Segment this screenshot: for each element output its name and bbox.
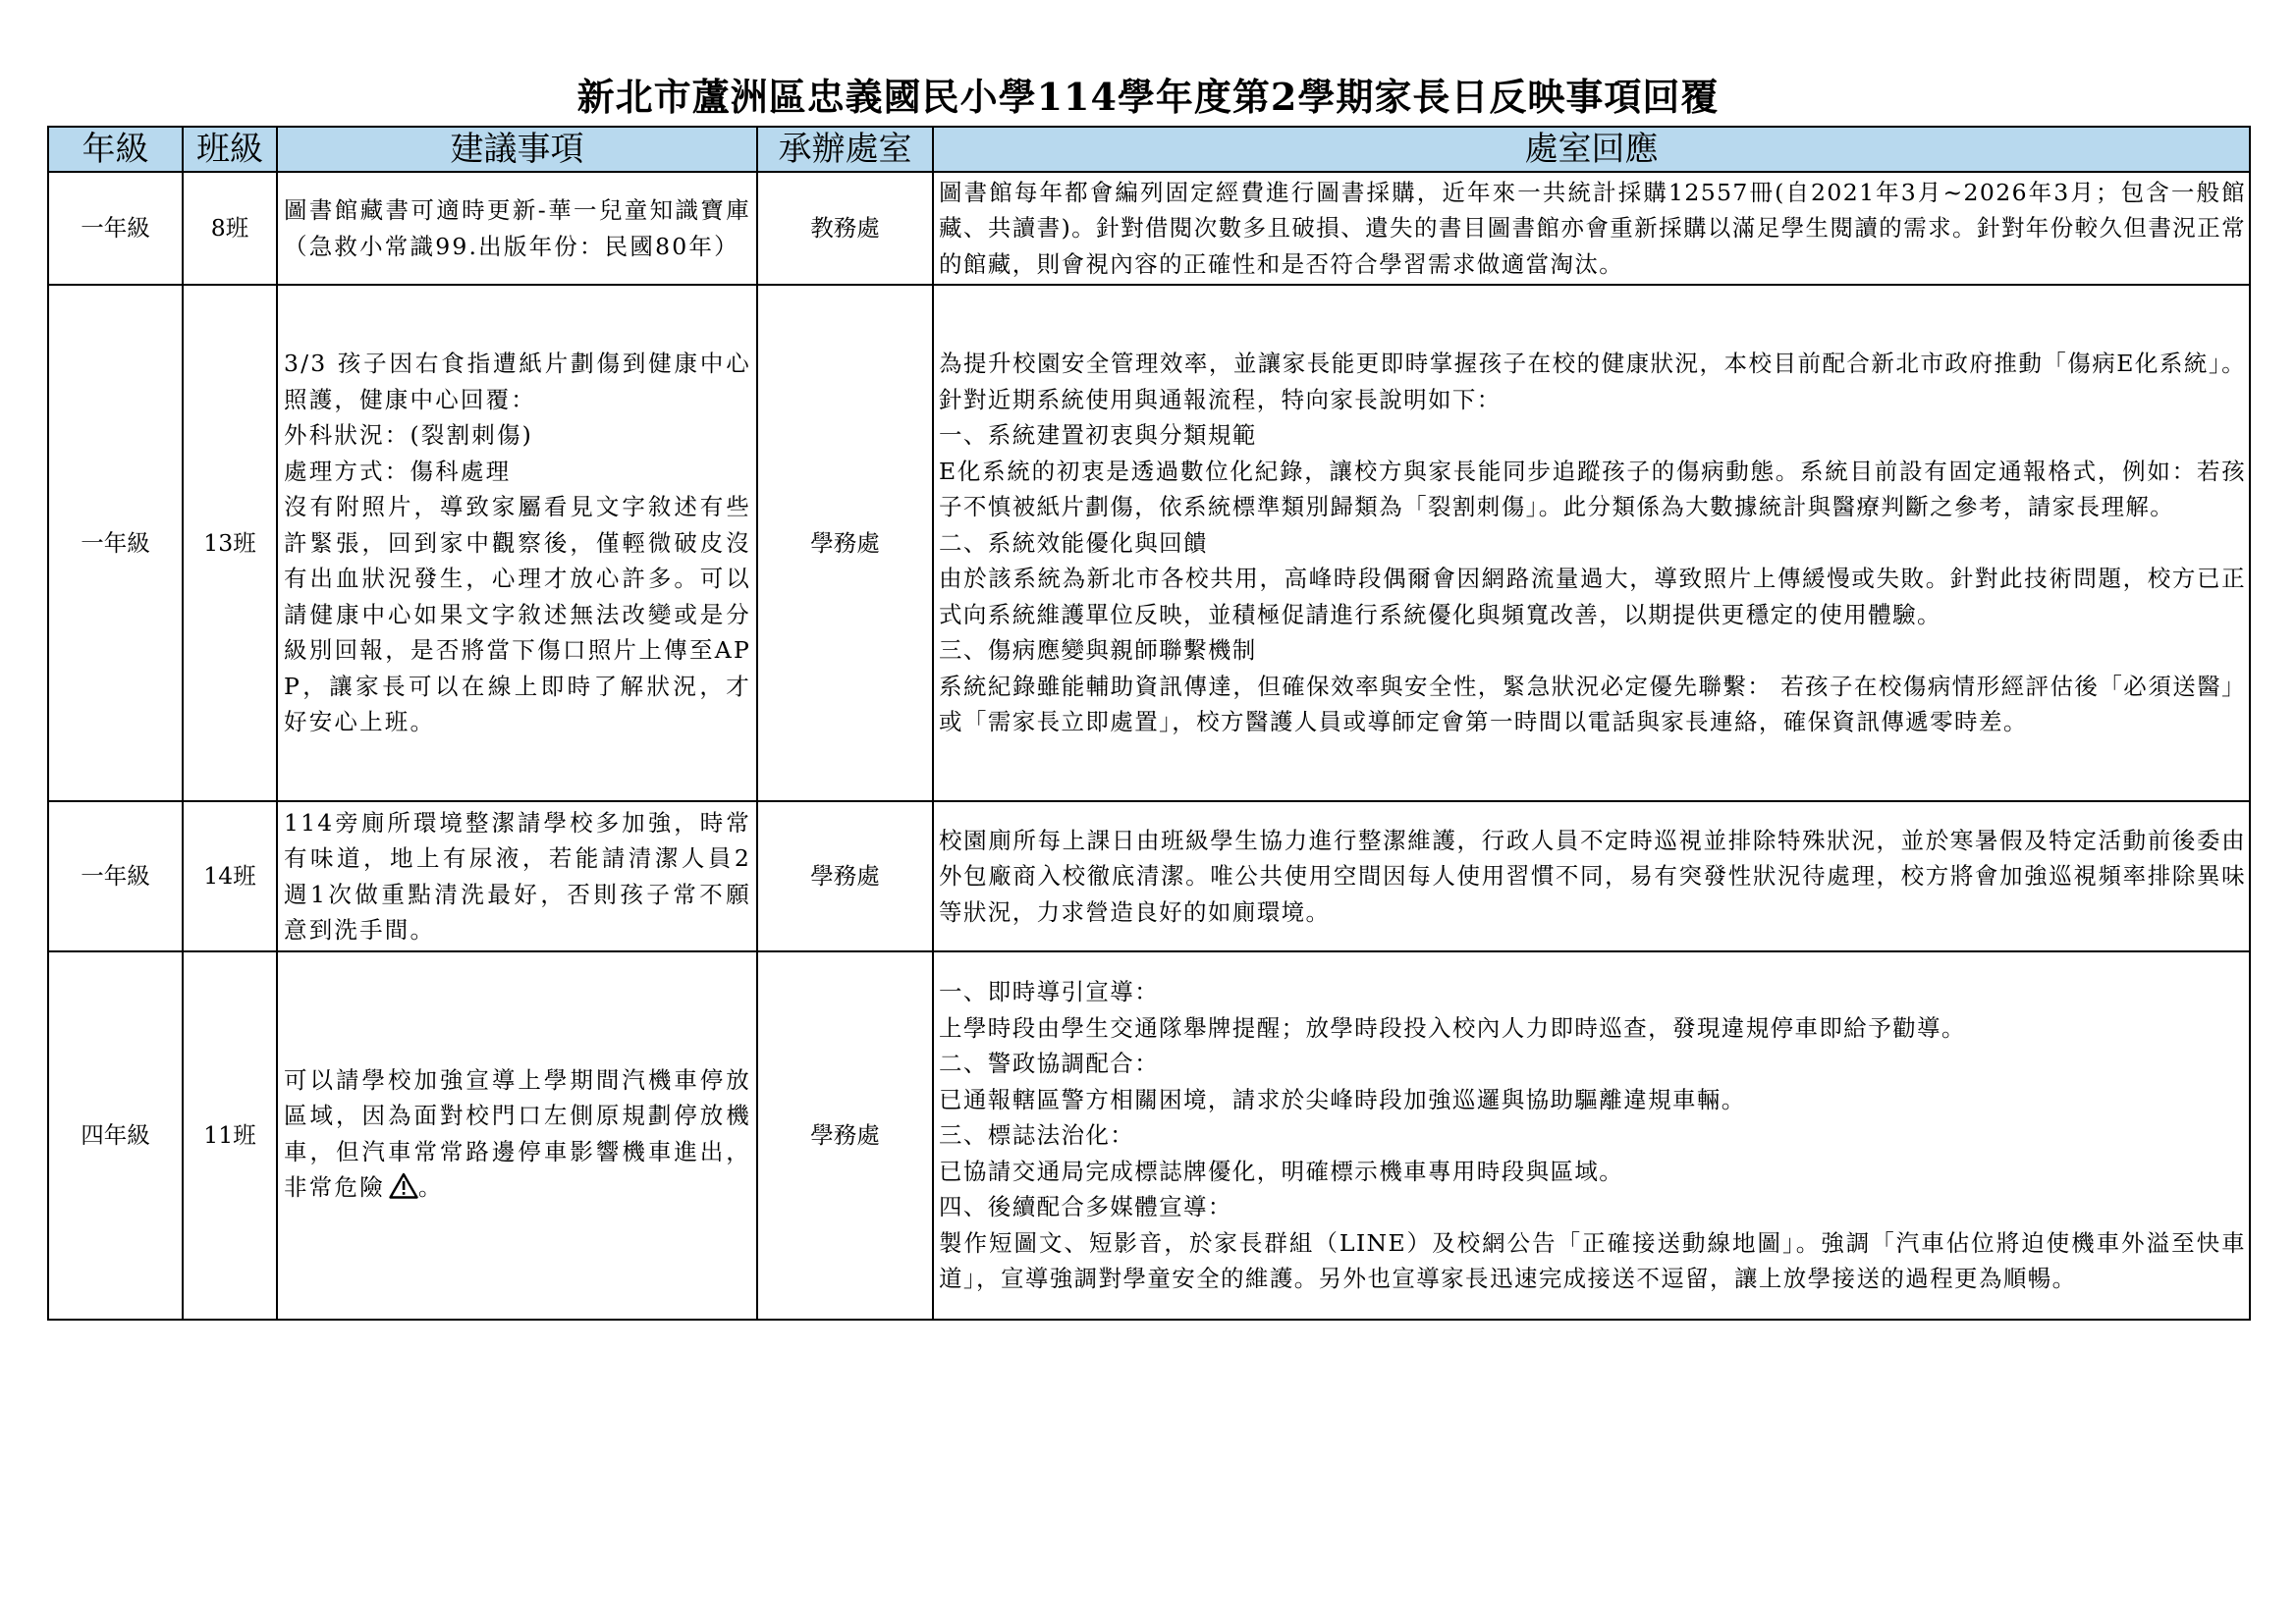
reply-text: 上學時段由學生交通隊舉牌提醒；放學時段投入校內人力即時巡查，發現違規停車即給予勸導。 <box>939 1013 1966 1042</box>
table-row <box>48 285 2250 801</box>
header-office: 承辦處室 <box>757 127 933 172</box>
reply-text: 由於該系統為新北市各校共用，高峰時段偶爾會因網路流量過大，導致照片上傳緩慢或失敗。針對此技術問題，校方已正式向系統維護單位反映，並積極促請進行系統優化與頻寬改善，以期提供更穩定的使用體驗。 <box>939 565 2246 628</box>
suggestion-cell <box>277 951 757 1320</box>
class-cell: 8班 <box>183 172 277 285</box>
reply-section-heading: 二、警政協調配合： <box>939 1050 1160 1078</box>
suggestion-cell <box>277 172 757 285</box>
reply-text: E化系統的初衷是透過數位化紀錄，讓校方與家長能同步追蹤孩子的傷病動態。系統目前設有固定通報格式，例如：若孩子不慎被紙片劃傷，依系統標準類別歸類為「裂割刺傷」。此分類係為大數據統計與醫療判斷之參考，請家長理解。 <box>939 457 2246 521</box>
grade-cell: 四年級 <box>48 951 183 1320</box>
table-row <box>48 801 2250 951</box>
reply-cell <box>933 951 2250 1320</box>
feedback-table <box>47 126 2251 1321</box>
reply-section-heading: 四、後續配合多媒體宣導： <box>939 1193 1232 1221</box>
reply-section-heading: 三、標誌法治化： <box>939 1121 1135 1150</box>
reply-cell <box>933 801 2250 951</box>
reply-text: 已通報轄區警方相關困境，請求於尖峰時段加強巡邏與協助驅離違規車輛。 <box>939 1085 1746 1113</box>
reply-section-heading: 一、即時導引宣導： <box>939 978 1160 1006</box>
office-cell: 學務處 <box>757 951 933 1320</box>
table-header-row <box>48 127 2250 172</box>
header-reply: 處室回應 <box>933 127 2250 172</box>
grade-cell: 一年級 <box>48 172 183 285</box>
header-grade: 年級 <box>48 127 183 172</box>
suggestion-cell <box>277 801 757 951</box>
suggestion-text-tail: 。 <box>417 1173 444 1201</box>
reply-section-heading: 二、系統效能優化與回饋 <box>939 528 1208 557</box>
table-row <box>48 172 2250 285</box>
reply-text: 製作短圖文、短影音，於家長群組（LINE）及校網公告「正確接送動線地圖」。強調「汽車佔位將迫使機車外溢至快車道」，宣導強調對學童安全的維護。另外也宣導家長迅速完成接送不逗留，讓上放學接送的過程更為順暢。 <box>939 1228 2246 1293</box>
warning-triangle-icon <box>389 1172 418 1210</box>
office-cell: 教務處 <box>757 172 933 285</box>
suggestion-text <box>284 1062 751 1210</box>
table-row <box>48 951 2250 1320</box>
reply-text: 為提升校園安全管理效率，並讓家長能更即時掌握孩子在校的健康狀況，本校目前配合新北市政府推動「傷病E化系統」。針對近期系統使用與通報流程，特向家長說明如下： <box>939 350 2246 413</box>
suggestion-text-body: 可以請學校加強宣導上學期間汽機車停放區域，因為面對校門口左側原規劃停放機車，但汽車常常路邊停車影響機車進出，非常危險 <box>284 1065 751 1201</box>
suggestion-text: 處理方式：傷科處理 <box>284 457 512 485</box>
reply-section-heading: 三、傷病應變與親師聯繫機制 <box>939 636 1257 665</box>
reply-cell <box>933 285 2250 801</box>
page-title: 新北市蘆洲區忠義國民小學114學年度第2學期家長日反映事項回覆 <box>576 75 1720 119</box>
grade-cell: 一年級 <box>48 285 183 801</box>
grade-cell: 一年級 <box>48 801 183 951</box>
reply-text: 系統紀錄雖能輔助資訊傳達，但確保效率與安全性，緊急狀況必定優先聯繫： 若孩子在校傷病情形經評估後「必須送醫」或「需家長立即處置」，校方醫護人員或導師定會第一時間以電話與家長連絡，確保資訊傳遞零時差。 <box>939 672 2246 736</box>
reply-cell <box>933 172 2250 285</box>
header-class: 班級 <box>183 127 277 172</box>
suggestion-text: 圖書館藏書可適時更新-華一兒童知識寶庫（急救小常識99.出版年份：民國80年） <box>284 196 751 260</box>
suggestion-text: 沒有附照片，導致家屬看見文字敘述有些許緊張，回到家中觀察後，僅輕微破皮沒有出血狀況發生，心理才放心許多。可以請健康中心如果文字敘述無法改變或是分級別回報，是否將當下傷口照片上傳至APP，讓家長可以在線上即時了解狀況，才好安心上班。 <box>284 493 751 736</box>
suggestion-text: 114旁廁所環境整潔請學校多加強，時常有味道，地上有尿液，若能請清潔人員2週1次做重點清洗最好，否則孩子常不願意到洗手間。 <box>284 808 751 944</box>
suggestion-cell <box>277 285 757 801</box>
office-cell: 學務處 <box>757 801 933 951</box>
class-cell: 11班 <box>183 951 277 1320</box>
reply-section-heading: 一、系統建置初衷與分類規範 <box>939 421 1257 450</box>
header-suggestion: 建議事項 <box>277 127 757 172</box>
suggestion-text: 外科狀況：(裂割刺傷) <box>284 421 534 450</box>
suggestion-text: 3/3 孩子因右食指遭紙片劃傷到健康中心照護，健康中心回覆： <box>284 350 751 413</box>
reply-text: 校園廁所每上課日由班級學生協力進行整潔維護，行政人員不定時巡視並排除特殊狀況，並於寒暑假及特定活動前後委由外包廠商入校徹底清潔。唯公共使用空間因每人使用習慣不同，易有突發性狀況待處理，校方將會加強巡視頻率排除異味等狀況，力求營造良好的如廁環境。 <box>939 826 2246 926</box>
office-cell: 學務處 <box>757 285 933 801</box>
class-cell: 14班 <box>183 801 277 951</box>
class-cell: 13班 <box>183 285 277 801</box>
reply-text: 圖書館每年都會編列固定經費進行圖書採購，近年來一共統計採購12557冊(自2021年3月~2026年3月；包含一般館藏、共讀書)。針對借閱次數多且破損、遺失的書目圖書館亦會重新採購以滿足學生閱讀的需求。針對年份較久但書況正常的館藏，則會視內容的正確性和是否符合學習需求做適當淘汰。 <box>939 178 2247 278</box>
reply-text: 已協請交通局完成標誌牌優化，明確標示機車專用時段與區域。 <box>939 1157 1624 1185</box>
